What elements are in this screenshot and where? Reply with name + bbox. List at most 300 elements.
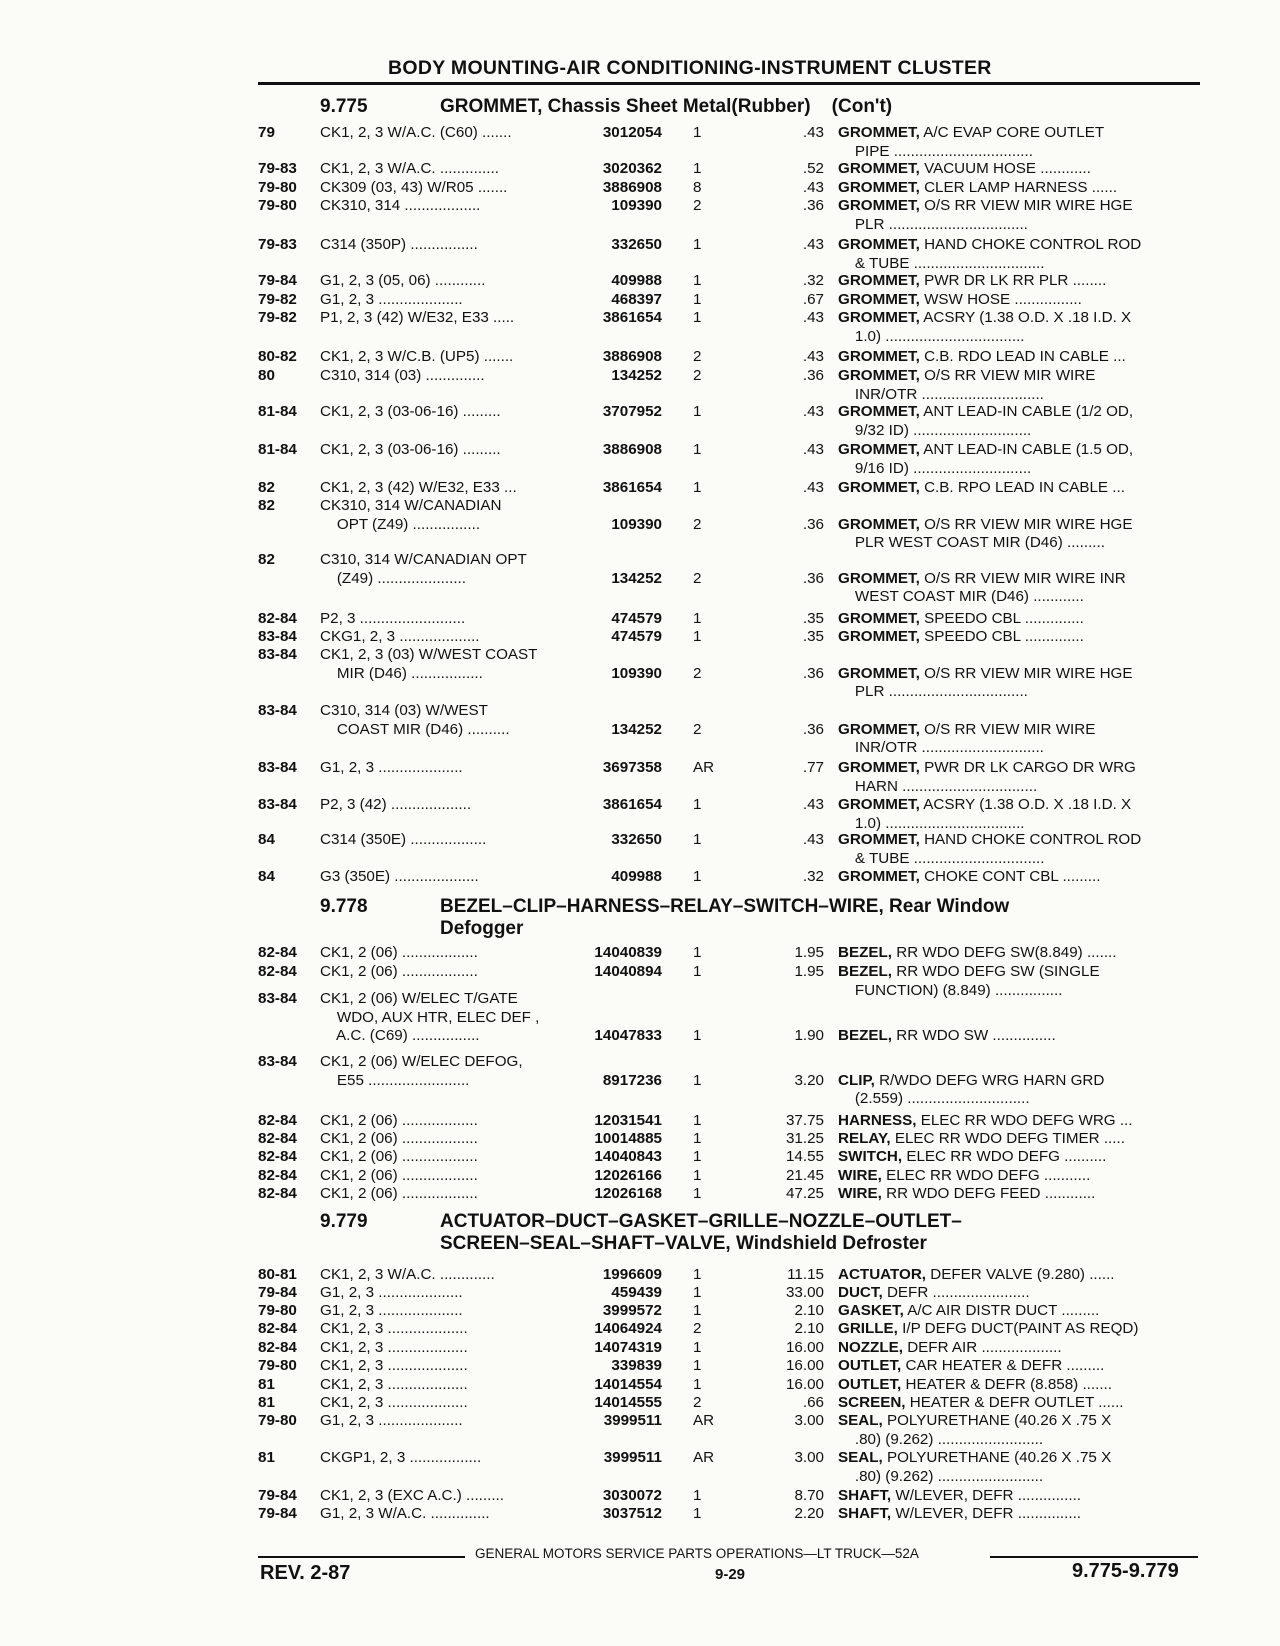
part-description <box>838 348 1200 367</box>
model-year: 79-83 <box>258 160 297 177</box>
quantity: 1 <box>693 1505 702 1522</box>
part-detail: ELEC RR WDO DEFG TIMER ..... <box>890 1130 1125 1147</box>
quantity: 2 <box>693 348 702 365</box>
part-number: 12026166 <box>594 1167 662 1184</box>
model-year: 79-82 <box>258 291 297 308</box>
part-detail: HEATER & DEFR OUTLET ...... <box>905 1394 1124 1411</box>
price: 1.90 <box>794 1027 824 1044</box>
price: 21.45 <box>785 1167 824 1184</box>
part-number: 14047833 <box>594 1027 662 1044</box>
model-year: 81 <box>258 1449 275 1466</box>
model-application: P1, 2, 3 (42) W/E32, E33 ..... <box>320 309 515 326</box>
model-year: 79-80 <box>258 179 297 196</box>
quantity: AR <box>693 1449 715 1466</box>
part-name: GROMMET, <box>838 348 920 365</box>
part-number: 474579 <box>611 628 662 645</box>
price: .36 <box>802 515 824 533</box>
part-detail: DEFR AIR ................... <box>902 1339 1062 1356</box>
part-description <box>838 1487 1200 1506</box>
part-description <box>838 309 1200 346</box>
part-name: SCREEN, <box>838 1394 906 1411</box>
section-number: 9.775 <box>320 96 368 117</box>
quantity: 2 <box>693 664 702 682</box>
part-detail: O/S RR VIEW MIR WIRE HGE PLR WEST COAST MIR (D46) ......... <box>854 515 1133 551</box>
price: .43 <box>802 348 824 365</box>
model-application: C310, 314 (03) W/WEST COAST MIR (D46) .......... <box>320 702 510 738</box>
part-name: GROMMET, <box>838 160 920 177</box>
quantity: 1 <box>693 403 702 420</box>
footer-rule-right <box>990 1556 1198 1558</box>
part-detail: DEFR ....................... <box>882 1284 1030 1301</box>
revision-label: REV. 2-87 <box>260 1562 351 1584</box>
quantity: 1 <box>693 236 702 253</box>
price: 2.10 <box>794 1320 824 1337</box>
quantity: 2 <box>693 720 702 738</box>
quantity: 1 <box>693 1357 702 1374</box>
model-application: CK1, 2 (06) .................. <box>320 1185 478 1202</box>
section-range: 9.775-9.779 <box>1072 1560 1179 1582</box>
part-name: GROMMET, <box>838 569 920 587</box>
model-application: CK1, 2 (06) W/ELEC T/GATE WDO, AUX HTR, ELEC DEF , A.C. (C69) ................ <box>320 990 540 1044</box>
model-application: CK1, 2, 3 ................... <box>320 1376 468 1393</box>
model-year: 82-84 <box>258 610 297 627</box>
model-application: P2, 3 ......................... <box>320 610 466 627</box>
part-detail: POLYURETHANE (40.26 X .75 X .80) (9.262) ......................... <box>854 1449 1112 1485</box>
model-application: CK1, 2, 3 W/C.B. (UP5) ....... <box>320 348 514 365</box>
part-name: GROMMET, <box>838 628 920 645</box>
part-detail: ELEC RR WDO DEFG WRG ... <box>916 1112 1133 1129</box>
part-detail: ELEC RR WDO DEFG ........... <box>881 1167 1091 1184</box>
price: .36 <box>802 664 824 682</box>
part-detail: I/P DEFG DUCT(PAINT AS REQD) <box>897 1320 1139 1337</box>
part-name: GROMMET, <box>838 441 920 458</box>
price: .35 <box>802 610 824 627</box>
part-name: CLIP, <box>838 1071 875 1089</box>
price: 8.70 <box>794 1487 824 1504</box>
price: .36 <box>802 367 824 384</box>
quantity: 1 <box>693 1027 702 1044</box>
part-detail: A/C EVAP CORE OUTLET PIPE ................................. <box>854 124 1105 160</box>
part-name: SHAFT, <box>838 1505 892 1522</box>
part-detail: HEATER & DEFR (8.858) ....... <box>901 1376 1112 1393</box>
section-title: ACTUATOR–DUCT–GASKET–GRILLE–NOZZLE–OUTLET– SCREEN–SEAL–SHAFT–VALVE, Windshield Defroster <box>440 1211 962 1254</box>
part-number: 14064924 <box>594 1320 662 1337</box>
model-application: CK310, 314 .................. <box>320 197 481 214</box>
quantity: 1 <box>693 291 702 308</box>
part-name: GROMMET, <box>838 796 920 813</box>
part-number: 3886908 <box>602 348 662 365</box>
quantity: 1 <box>693 309 702 326</box>
part-number: 109390 <box>611 197 662 214</box>
price: .43 <box>802 479 824 496</box>
part-name: ACTUATOR, <box>838 1266 927 1283</box>
part-name: RELAY, <box>838 1130 891 1147</box>
model-year: 83-84 <box>258 759 297 776</box>
part-description <box>838 179 1200 198</box>
part-number: 3037512 <box>602 1505 662 1522</box>
part-description <box>838 1112 1200 1131</box>
quantity: 1 <box>693 796 702 813</box>
quantity: 1 <box>693 1071 702 1089</box>
quantity: 2 <box>693 569 702 587</box>
part-description <box>838 1130 1200 1149</box>
model-application: CK310, 314 W/CANADIAN OPT (Z49) ................ <box>320 497 502 533</box>
part-detail: VACUUM HOSE ............ <box>919 160 1091 177</box>
model-application: CK1, 2 (06) .................. <box>320 1112 478 1129</box>
part-number: 109390 <box>611 664 662 682</box>
price: 33.00 <box>785 1284 824 1301</box>
part-description <box>838 796 1200 833</box>
part-number: 3886908 <box>602 441 662 458</box>
model-year: 79-82 <box>258 309 297 326</box>
price: 1.95 <box>794 963 824 980</box>
part-number: 3999572 <box>602 1302 662 1319</box>
part-description <box>838 628 1200 647</box>
part-description <box>838 1185 1200 1204</box>
part-name: BEZEL, <box>838 963 893 980</box>
model-application: CK1, 2, 3 W/A.C. (C60) ....... <box>320 124 512 141</box>
quantity: 2 <box>693 1394 702 1411</box>
model-application: CK1, 2 (06) .................. <box>320 963 478 980</box>
part-number: 10014885 <box>594 1130 662 1147</box>
part-number: 3030072 <box>602 1487 662 1504</box>
quantity: 2 <box>693 367 702 384</box>
part-name: GROMMET, <box>838 309 920 326</box>
part-description <box>838 1167 1200 1186</box>
model-year: 79-84 <box>258 1505 297 1522</box>
part-detail: PWR DR LK CARGO DR WRG HARN ................................ <box>854 759 1136 795</box>
part-number: 474579 <box>611 610 662 627</box>
footer-center-text: GENERAL MOTORS SERVICE PARTS OPERATIONS—LT TRUCK—52A <box>475 1546 919 1561</box>
part-detail: C.B. RDO LEAD IN CABLE ... <box>919 348 1126 365</box>
quantity: 1 <box>693 272 702 289</box>
model-year: 83-84 <box>258 1053 297 1070</box>
part-detail: O/S RR VIEW MIR WIRE HGE PLR ................................. <box>854 197 1133 233</box>
part-number: 3886908 <box>602 179 662 196</box>
price: 3.20 <box>794 1071 824 1089</box>
part-number: 3861654 <box>602 309 662 326</box>
section-title: GROMMET, Chassis Sheet Metal(Rubber) (Con't) <box>440 96 893 117</box>
part-detail: HAND CHOKE CONTROL ROD & TUBE ............................... <box>854 236 1142 272</box>
part-name: GROMMET, <box>838 759 920 776</box>
part-number: 1996609 <box>602 1266 662 1283</box>
model-year: 84 <box>258 831 275 848</box>
quantity: 1 <box>693 831 702 848</box>
part-number: 3861654 <box>602 796 662 813</box>
part-description <box>838 1412 1200 1449</box>
quantity: 1 <box>693 124 702 141</box>
part-number: 468397 <box>611 291 662 308</box>
quantity: 1 <box>693 1284 702 1301</box>
part-description <box>838 610 1200 629</box>
model-year: 82 <box>258 497 275 514</box>
part-detail: SPEEDO CBL .............. <box>919 610 1084 627</box>
part-description <box>838 1266 1200 1285</box>
model-application: CK1, 2, 3 (03-06-16) ......... <box>320 403 501 420</box>
price: 37.75 <box>785 1112 824 1129</box>
price: 2.20 <box>794 1505 824 1522</box>
price: .43 <box>802 309 824 326</box>
model-application: G1, 2, 3 (05, 06) ............ <box>320 272 486 289</box>
price: .43 <box>802 179 824 196</box>
model-application: G1, 2, 3 .................... <box>320 759 463 776</box>
model-year: 84 <box>258 868 275 885</box>
price: .66 <box>802 1394 824 1411</box>
part-name: WIRE, <box>838 1185 882 1202</box>
quantity: 1 <box>693 1112 702 1129</box>
part-number: 14014555 <box>594 1394 662 1411</box>
model-application: CK1, 2 (06) .................. <box>320 1130 478 1147</box>
part-description <box>838 759 1200 796</box>
section-number: 9.778 <box>320 896 368 917</box>
model-application: C314 (350P) ................ <box>320 236 478 253</box>
part-description <box>838 831 1200 868</box>
part-detail: O/S RR VIEW MIR WIRE INR/OTR ............................. <box>854 367 1096 403</box>
model-year: 79-80 <box>258 1302 297 1319</box>
part-description <box>838 1320 1200 1339</box>
model-year: 79 <box>258 124 275 141</box>
price: .43 <box>802 403 824 420</box>
part-description <box>838 944 1200 963</box>
model-year: 82-84 <box>258 1167 297 1184</box>
part-number: 14040894 <box>594 963 662 980</box>
model-application: P2, 3 (42) ................... <box>320 796 472 813</box>
quantity: 1 <box>693 479 702 496</box>
model-application: CK1, 2 (06) .................. <box>320 944 478 961</box>
part-number: 409988 <box>611 868 662 885</box>
model-year: 80-82 <box>258 348 297 365</box>
model-year: 82-84 <box>258 1320 297 1337</box>
part-detail: ANT LEAD-IN CABLE (1/2 OD, 9/32 ID) ............................ <box>854 403 1134 439</box>
model-application: CK1, 2, 3 (03) W/WEST COAST MIR (D46) ................. <box>320 646 538 682</box>
part-name: GROMMET, <box>838 610 920 627</box>
model-year: 81-84 <box>258 441 297 458</box>
part-description <box>838 272 1200 291</box>
quantity: 8 <box>693 179 702 196</box>
quantity: 2 <box>693 1320 702 1337</box>
price: .43 <box>802 441 824 458</box>
part-name: GROMMET, <box>838 403 920 420</box>
part-name: GROMMET, <box>838 831 920 848</box>
model-application: CK1, 2, 3 W/A.C. .............. <box>320 160 499 177</box>
part-name: GROMMET, <box>838 479 920 496</box>
part-number: 3999511 <box>603 1412 662 1429</box>
part-description <box>838 291 1200 310</box>
part-name: BEZEL, <box>838 944 893 961</box>
part-name: NOZZLE, <box>838 1339 903 1356</box>
quantity: 1 <box>693 441 702 458</box>
model-year: 82-84 <box>258 1185 297 1202</box>
part-description <box>838 1302 1200 1321</box>
part-detail: CLER LAMP HARNESS ...... <box>919 179 1118 196</box>
price: 11.15 <box>787 1266 824 1283</box>
part-detail: RR WDO DEFG SW (SINGLE FUNCTION) (8.849) ................ <box>854 963 1100 999</box>
model-application: G1, 2, 3 .................... <box>320 1302 463 1319</box>
title-rule <box>258 82 1200 85</box>
part-description <box>838 570 1200 607</box>
model-application: CK1, 2, 3 (42) W/E32, E33 ... <box>320 479 517 496</box>
model-year: 79-84 <box>258 272 297 289</box>
price: .35 <box>802 628 824 645</box>
part-number: 14040843 <box>594 1148 662 1165</box>
model-application: CK309 (03, 43) W/R05 ....... <box>320 179 508 196</box>
part-description <box>838 516 1200 553</box>
part-detail: SPEEDO CBL .............. <box>919 628 1084 645</box>
part-number: 3999511 <box>603 1449 662 1466</box>
part-detail: O/S RR VIEW MIR WIRE INR WEST COAST MIR (D46) ............ <box>854 569 1126 605</box>
model-application: G1, 2, 3 W/A.C. .............. <box>320 1505 490 1522</box>
model-year: 82-84 <box>258 1130 297 1147</box>
part-number: 14040839 <box>594 944 662 961</box>
price: .36 <box>802 197 824 214</box>
part-name: GROMMET, <box>838 272 920 289</box>
model-year: 82-84 <box>258 1148 297 1165</box>
model-application: CKGP1, 2, 3 ................. <box>320 1449 482 1466</box>
part-detail: HAND CHOKE CONTROL ROD & TUBE ............................... <box>854 831 1142 867</box>
model-year: 83-84 <box>258 796 297 813</box>
part-name: SWITCH, <box>838 1148 903 1165</box>
part-description <box>838 1505 1200 1524</box>
model-year: 82 <box>258 479 275 496</box>
part-name: GRILLE, <box>838 1320 898 1337</box>
part-description <box>838 1394 1200 1413</box>
part-number: 409988 <box>611 272 662 289</box>
part-description <box>838 479 1200 498</box>
model-application: CK1, 2, 3 ................... <box>320 1394 468 1411</box>
part-name: GROMMET, <box>838 515 920 533</box>
part-description <box>838 721 1200 758</box>
model-application: G1, 2, 3 .................... <box>320 291 463 308</box>
model-application: G1, 2, 3 .................... <box>320 1412 463 1429</box>
quantity: 2 <box>693 515 702 533</box>
part-description <box>838 1376 1200 1395</box>
part-description <box>838 1449 1200 1486</box>
model-year: 81 <box>258 1394 275 1411</box>
quantity: 2 <box>693 197 702 214</box>
part-description <box>838 1339 1200 1358</box>
part-description <box>838 403 1200 440</box>
part-number: 14074319 <box>594 1339 662 1356</box>
page-number: 9-29 <box>715 1566 746 1583</box>
model-year: 83-84 <box>258 628 297 645</box>
model-application: CK1, 2 (06) .................. <box>320 1148 478 1165</box>
part-number: 8917236 <box>602 1071 662 1089</box>
price: .67 <box>802 291 824 308</box>
part-name: SEAL, <box>838 1449 883 1466</box>
part-detail: RR WDO SW ............... <box>892 1027 1056 1044</box>
part-name: GROMMET, <box>838 179 920 196</box>
quantity: 1 <box>693 1339 702 1356</box>
part-name: GROMMET, <box>838 197 920 214</box>
part-description <box>838 1027 1200 1046</box>
part-detail: CAR HEATER & DEFR ......... <box>901 1357 1105 1374</box>
model-year: 79-84 <box>258 1487 297 1504</box>
model-application: C310, 314 (03) .............. <box>320 367 485 384</box>
quantity: 1 <box>693 868 702 885</box>
price: .36 <box>802 569 824 587</box>
section-title: BEZEL–CLIP–HARNESS–RELAY–SWITCH–WIRE, Rear Window Defogger <box>440 896 1010 939</box>
price: .43 <box>802 124 824 141</box>
part-number: 12031541 <box>594 1112 662 1129</box>
model-year: 83-84 <box>258 990 297 1007</box>
part-detail: PWR DR LK RR PLR ........ <box>919 272 1107 289</box>
model-year: 79-84 <box>258 1284 297 1301</box>
price: 3.00 <box>794 1412 824 1429</box>
price: 2.10 <box>794 1302 824 1319</box>
part-detail: ACSRY (1.38 O.D. X .18 I.D. X 1.0) ................................. <box>854 309 1132 345</box>
model-year: 79-80 <box>258 1357 297 1374</box>
part-number: 332650 <box>611 236 662 253</box>
model-application: G1, 2, 3 .................... <box>320 1284 463 1301</box>
part-name: GROMMET, <box>838 124 920 141</box>
part-detail: C.B. RPO LEAD IN CABLE ... <box>919 479 1125 496</box>
quantity: 1 <box>693 963 702 980</box>
price: 47.25 <box>785 1185 824 1202</box>
part-description <box>838 367 1200 404</box>
quantity: AR <box>693 759 715 776</box>
model-application: CK1, 2, 3 (03-06-16) ......... <box>320 441 501 458</box>
price: .77 <box>802 759 824 776</box>
model-application: C314 (350E) .................. <box>320 831 487 848</box>
part-detail: R/WDO DEFG WRG HARN GRD (2.559) ............................. <box>854 1071 1105 1107</box>
part-number: 339839 <box>611 1357 662 1374</box>
part-number: 3707952 <box>602 403 662 420</box>
part-number: 14014554 <box>594 1376 662 1393</box>
part-number: 134252 <box>611 569 662 587</box>
price: 3.00 <box>794 1449 824 1466</box>
footer-rule-left <box>258 1556 465 1558</box>
model-year: 82-84 <box>258 963 297 980</box>
model-application: CKG1, 2, 3 ................... <box>320 628 480 645</box>
model-year: 80-81 <box>258 1266 297 1283</box>
part-detail: ACSRY (1.38 O.D. X .18 I.D. X 1.0) ................................. <box>854 796 1132 832</box>
part-description <box>838 441 1200 478</box>
quantity: 1 <box>693 1130 702 1147</box>
model-application: CK1, 2, 3 (EXC A.C.) ......... <box>320 1487 504 1504</box>
part-number: 3020362 <box>602 160 662 177</box>
part-name: OUTLET, <box>838 1376 902 1393</box>
model-application: CK1, 2, 3 ................... <box>320 1339 468 1356</box>
part-description <box>838 160 1200 179</box>
model-year: 82-84 <box>258 1339 297 1356</box>
part-name: HARNESS, <box>838 1112 917 1129</box>
part-number: 134252 <box>611 367 662 384</box>
part-detail: POLYURETHANE (40.26 X .75 X .80) (9.262) ......................... <box>854 1412 1112 1448</box>
part-detail: ELEC RR WDO DEFG .......... <box>902 1148 1107 1165</box>
model-application: CK1, 2 (06) .................. <box>320 1167 478 1184</box>
quantity: 1 <box>693 1185 702 1202</box>
model-year: 83-84 <box>258 702 297 719</box>
part-name: DUCT, <box>838 1284 883 1301</box>
quantity: 1 <box>693 1167 702 1184</box>
part-name: OUTLET, <box>838 1357 902 1374</box>
part-detail: WSW HOSE ................ <box>919 291 1082 308</box>
quantity: 1 <box>693 1148 702 1165</box>
price: 16.00 <box>785 1376 824 1393</box>
part-detail: O/S RR VIEW MIR WIRE INR/OTR ............................. <box>854 720 1096 756</box>
part-name: WIRE, <box>838 1167 882 1184</box>
quantity: 1 <box>693 160 702 177</box>
part-description <box>838 963 1200 1000</box>
part-detail: A/C AIR DISTR DUCT ......... <box>903 1302 1100 1319</box>
model-application: CK1, 2, 3 W/A.C. ............. <box>320 1266 495 1283</box>
part-number: 459439 <box>611 1284 662 1301</box>
part-number: 3697358 <box>602 759 662 776</box>
quantity: 1 <box>693 628 702 645</box>
quantity: 1 <box>693 1376 702 1393</box>
model-application: G3 (350E) .................... <box>320 868 479 885</box>
part-name: GASKET, <box>838 1302 904 1319</box>
